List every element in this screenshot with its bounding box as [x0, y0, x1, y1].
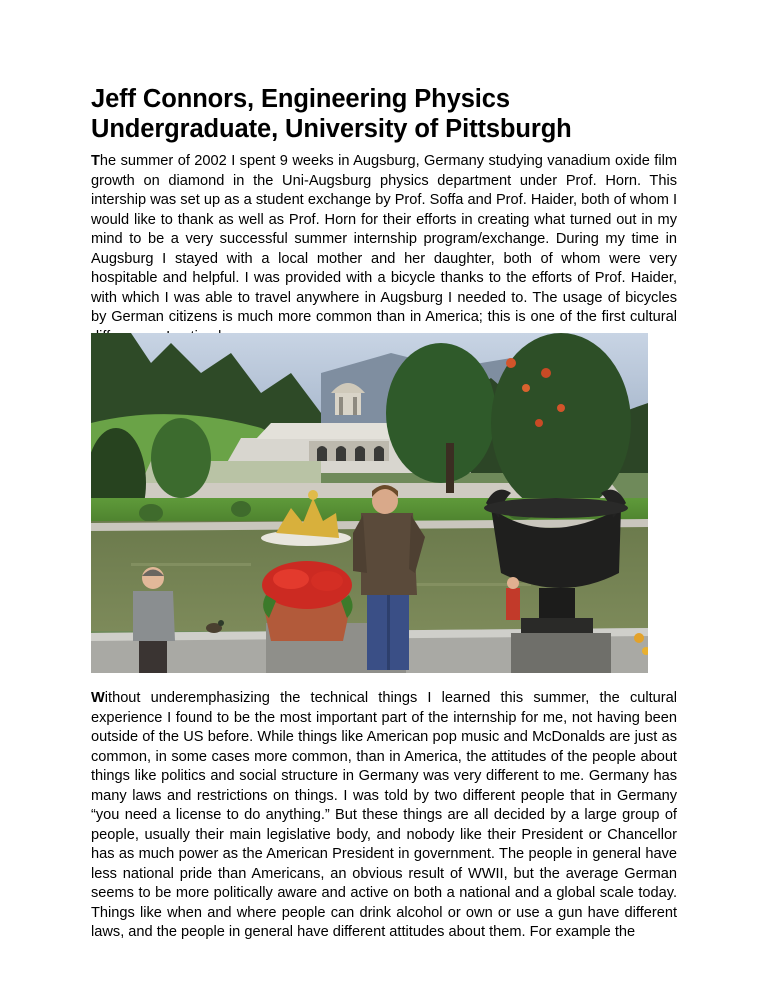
paragraph-cultural-text: ithout underemphasizing the technical things I learned this summer, the cultural experience I found to be the most important part of the internship for me, not having been outside of the US before. While things like American pop music and McDonalds are just as common, in some cases more common, than in America, the attitudes of the people about things like politics and social structure in Germany was very different to me. Germany has many laws and restrictions on things. I was told by two different people that in Germany “you need a license to do anything.” But these things are all decided by a large group of people, usually their main legislative body, and nobody like their President or Chancellor has as much power as the American President in government. The people in general have less national pride than Americans, an obvious result of WWII, but the average German seems to be more politically aware and active on both a national and a global scale today. Things like when and where people can drink alcohol or own or use a gun have different laws, and the people in general have different attitudes about them. For example the [91, 690, 677, 940]
paragraph-cultural-initial: W [91, 690, 105, 706]
paragraph-intro-initial: T [91, 153, 100, 169]
paragraph-cultural [91, 689, 677, 943]
paragraph-intro [91, 152, 677, 347]
paragraph-intro-text: he summer of 2002 I spent 9 weeks in Augsburg, Germany studying vanadium oxide film growth on diamond in the Uni-Augsburg physics department under Prof. Horn. This intership was set up as a student exchange by Prof. Soffa and Prof. Haider, both of whom I would like to thank as well as Prof. Horn for their efforts in creating what turned out in my mind to be a very successful summer internship program/exchange. During my time in Augsburg I stayed with a local mother and her daughter, both of whom were very hospitable and helpful. I was provided with a bicycle thanks to the efforts of Prof. Haider, with which I was able to travel anywhere in Augsburg I needed to. The usage of bicycles by German citizens is much more common than in America; this is one of the first cultural [91, 153, 677, 325]
page-title: Jeff Connors, Engineering Physics Undergraduate, University of Pittsburgh [91, 85, 572, 143]
photo-fountain-garden [91, 333, 648, 673]
